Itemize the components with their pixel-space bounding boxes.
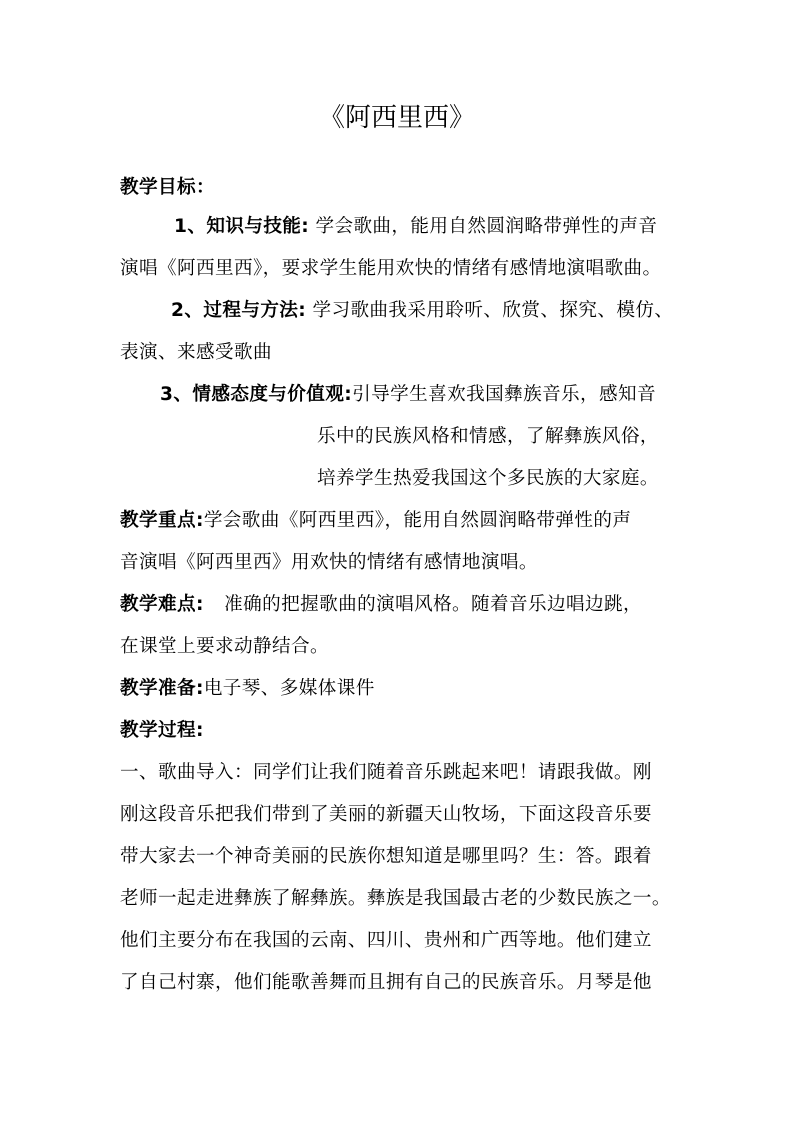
objective-1-label: 1、知识与技能: (174, 216, 310, 237)
process-line: 带大家去一个神奇美丽的民族你想知道是哪里吗？生：答。跟着 (120, 846, 652, 867)
objective-3-label: 3、情感态度与价值观: (160, 384, 353, 405)
difficulties-line-1 (120, 593, 642, 617)
preparation-label: 教学准备: (120, 678, 204, 699)
objective-2-text: 学习歌曲我采用聆听、欣赏、探究、模仿、 (312, 300, 674, 321)
objective-3-line-3: 培养学生热爱我国这个多民族的大家庭。 (317, 468, 659, 489)
process-line: 一、歌曲导入：同学们让我们随着音乐跳起来吧！请跟我做。刚 (120, 762, 652, 783)
objective-3-text: 引导学生喜欢我国彝族音乐，感知音 (352, 384, 657, 405)
preparation-line (120, 677, 375, 701)
difficulties-label: 教学难点: (120, 594, 204, 615)
preparation-text: 电子琴、多媒体课件 (203, 678, 375, 699)
objective-3-line-2: 乐中的民族风格和情感，了解彝族风俗， (317, 426, 659, 447)
key-points-text: 学会歌曲《阿西里西》，能用自然圆润略带弹性的声 (203, 510, 632, 531)
objective-2-label: 2、过程与方法: (171, 300, 307, 321)
objective-2-line-2: 表演、来感受歌曲 (120, 342, 272, 363)
objective-1-text: 学会歌曲，能用自然圆润略带弹性的声音 (315, 216, 658, 237)
key-points-label: 教学重点: (120, 510, 204, 531)
process-line: 刚这段音乐把我们带到了美丽的新疆天山牧场，下面这段音乐要 (120, 804, 652, 825)
document-title: 《阿西里西》 (318, 103, 475, 133)
objective-2-line-1 (171, 299, 673, 323)
objective-1-line-2: 演唱《阿西里西》，要求学生能用欢快的情绪有感情地演唱歌曲。 (120, 258, 662, 279)
objectives-heading: 教学目标： (120, 177, 215, 198)
objective-1-line-1 (174, 215, 657, 239)
difficulties-text: 准确的把握歌曲的演唱风格。随着音乐边唱边跳， (224, 594, 642, 615)
process-heading: 教学过程: (120, 720, 204, 741)
objective-3-line-1 (160, 383, 656, 407)
key-points-line-1 (120, 509, 631, 533)
process-line: 他们主要分布在我国的云南、四川、贵州和广西等地。他们建立 (120, 930, 652, 951)
key-points-line-2: 音演唱《阿西里西》用欢快的情绪有感情地演唱。 (120, 552, 538, 573)
difficulties-line-2: 在课堂上要求动静结合。 (120, 636, 329, 657)
process-line: 了自己村寨，他们能歌善舞而且拥有自己的民族音乐。月琴是他 (120, 972, 652, 993)
process-line: 老师一起走进彝族了解彝族。彝族是我国最古老的少数民族之一。 (120, 888, 671, 909)
